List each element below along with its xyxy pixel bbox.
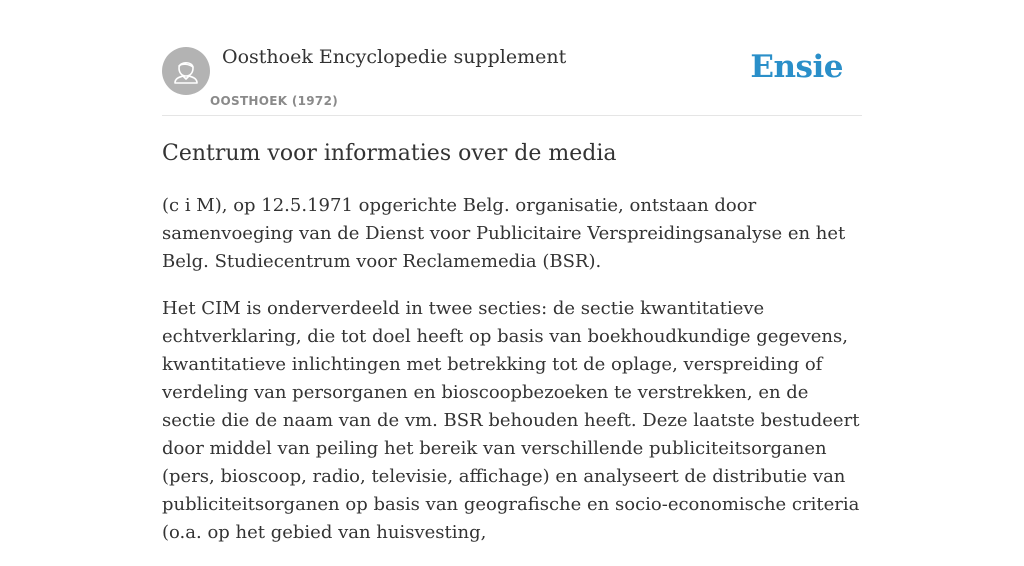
user-silhouette-icon: [162, 47, 210, 95]
article-paragraph: (c i M), op 12.5.1971 opgerichte Belg. organisatie, ontstaan door samenvoeging van de Dienst voor Publicitaire Verspreidingsanalyse en het Belg. Studiecentrum voor Reclamemedia (BSR).: [162, 195, 846, 272]
article-card: [162, 0, 862, 543]
brand-logo[interactable]: Ensie: [750, 49, 843, 85]
avatar: [162, 47, 210, 95]
source-title[interactable]: Oosthoek Encyclopedie supplement: [222, 46, 567, 68]
article-body: [162, 192, 862, 566]
source-meta: OOSTHOEK (1972): [210, 94, 339, 108]
article-paragraph: Het CIM is onderverdeeld in twee secties: de sectie kwantitatieve echtverklaring, die tot doel heeft op basis van boekhoudkundige gegevens, kwantitatieve inlichtingen met betrekking tot de oplage, verspreiding of verdeling van persorganen en bioscoopbezoeken te verstrekken, en de sectie die de naam van de vm. BSR behouden heeft. Deze laatste bestudeert door middel van peiling het bereik van verschillende publiciteitsorganen (pers, bioscoop, radio, televisie, affichage) en analyseert de distributie van publiciteitsorganen op basis van geografische en socio-economische criteria (o.a. op het gebied van huisvesting,: [162, 298, 860, 543]
source-header: [162, 0, 862, 116]
article-title: Centrum voor informaties over de media: [162, 141, 617, 166]
